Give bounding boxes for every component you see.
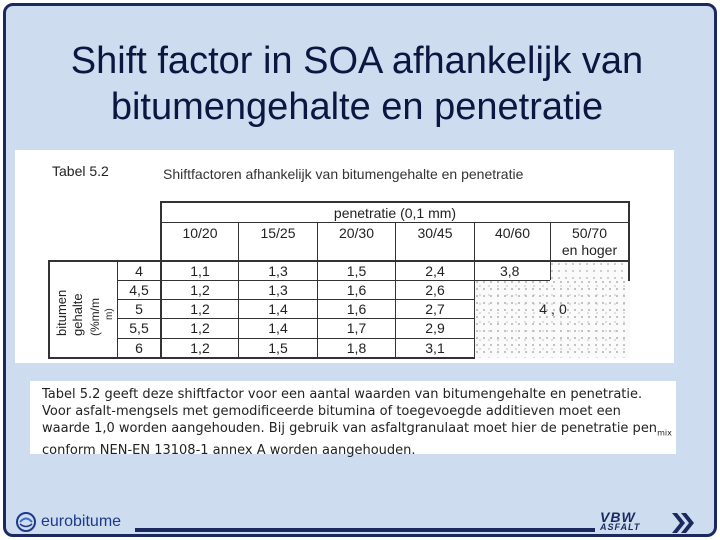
- table-cell: 2,6: [425, 282, 445, 298]
- column-header: 30/45: [417, 225, 453, 241]
- table-label: Tabel 5.2: [52, 163, 109, 179]
- merged-value: 4,0: [539, 301, 571, 317]
- merged-area-upper: [550, 262, 630, 282]
- table-cell: 1,2: [190, 340, 210, 356]
- vbw-text: VBW: [600, 509, 636, 525]
- table-cell: 1,6: [346, 282, 367, 298]
- paragraph-subscript: mix: [657, 428, 672, 438]
- footer-divider: [135, 528, 595, 532]
- slide-title: [0, 38, 714, 130]
- eurobitume-logo: [15, 511, 121, 533]
- asfalt-text: ASFALT: [600, 522, 641, 532]
- row-bitumen: 4,5: [129, 282, 149, 298]
- row-axis-label: gehalte: [70, 293, 85, 336]
- row-bitumen: 4: [135, 263, 143, 279]
- table-cell: 1,3: [268, 282, 288, 298]
- grid-line: [48, 357, 475, 359]
- title-line-2: bitumengehalte en penetratie: [110, 86, 604, 128]
- paragraph-text-end: conform NEN-EN 13108-1 annex A worden aangehouden.: [42, 442, 416, 458]
- table-cell: 1,6: [346, 301, 367, 317]
- column-header: 15/25: [260, 225, 296, 241]
- title-line-1: Shift factor in SOA afhankelijk van: [70, 40, 644, 82]
- table-cell: 2,7: [425, 301, 445, 317]
- row-bitumen: 5,5: [129, 320, 149, 336]
- column-header: 20/30: [338, 225, 375, 241]
- table-cell: 1,4: [268, 320, 288, 336]
- table-heading: Shiftfactoren afhankelijk van bitumengehalte en penetratie: [163, 166, 524, 182]
- eurobitume-logo-icon: [15, 511, 37, 533]
- table-cell: 3,1: [425, 340, 445, 356]
- vbw-asfalt-logo-icon: [600, 509, 700, 535]
- table-cell: 1,5: [346, 263, 367, 279]
- column-header-extra: en hoger: [561, 242, 618, 258]
- column-header: 40/60: [494, 225, 531, 241]
- table-cell: 1,5: [268, 340, 288, 356]
- table-cell: 2,9: [425, 320, 445, 336]
- row-axis-label: m): [104, 308, 115, 320]
- table-cell: 1,3: [268, 263, 288, 279]
- table-cell: 1,2: [190, 320, 210, 336]
- column-header: 50/70: [571, 225, 608, 241]
- row-axis-label: (%m/m: [88, 298, 102, 336]
- paragraph-text: Tabel 5.2 geeft deze shiftfactor voor een aantal waarden van bitumengehalte en penetratie. Voor asfalt-mengsels met gemodificeerde bitumina of toegevoegde additieven moet een waarde 1,0 worden aangehouden. Bij gebruik van asfaltgranulaat moet hier de penetratie pen: [42, 387, 658, 436]
- table-cell: 2,4: [425, 263, 445, 279]
- group-header: penetratie (0,1 mm): [333, 205, 457, 221]
- chevrons-icon: [670, 511, 696, 535]
- explanation-paragraph: [42, 386, 672, 459]
- table-cell: 1,4: [268, 301, 288, 317]
- row-bitumen: 5: [135, 301, 143, 317]
- table-cell: 1,2: [190, 301, 210, 317]
- column-header: 10/20: [182, 225, 218, 241]
- row-bitumen: 6: [135, 340, 143, 356]
- table-cell: 3,8: [500, 263, 520, 279]
- grid-line: [48, 260, 50, 359]
- table-cell: 1,7: [346, 320, 367, 336]
- merged-area: [475, 280, 630, 358]
- table-cell: 1,8: [346, 340, 367, 356]
- table-cell: 1,2: [190, 282, 210, 298]
- eurobitume-text: eurobitume: [41, 513, 122, 530]
- grid-line: [474, 222, 475, 359]
- grid-line: [628, 201, 630, 281]
- row-axis-label: bitumen: [54, 289, 69, 336]
- table-cell: 1,1: [190, 263, 210, 279]
- grid-line: [160, 201, 630, 203]
